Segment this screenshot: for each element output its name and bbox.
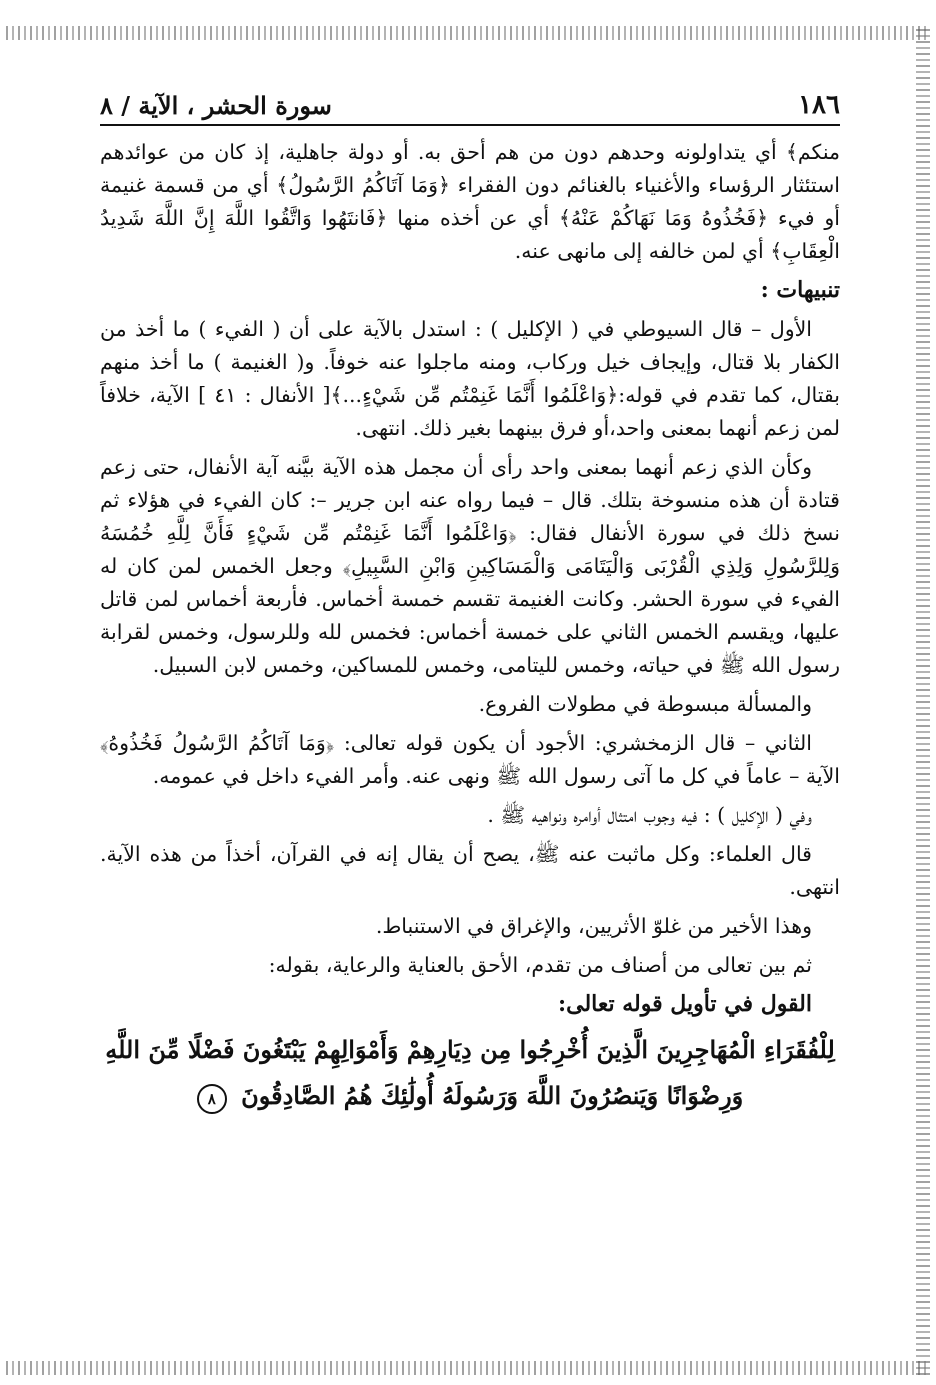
page-number: ١٨٦: [798, 90, 840, 120]
paragraph: ثم بين تعالى من أصناف من تقدم، الأحق بالعناية والرعاية، بقوله:: [268, 953, 812, 977]
running-title: سورة الحشر ، الآية / ٨: [100, 91, 332, 120]
verse-number-badge: ٨: [197, 1084, 227, 1114]
paragraph: والمسألة مبسوطة في مطولات الفروع.: [478, 692, 812, 716]
ornamental-border-right: [916, 26, 930, 1375]
section-heading: تنبيهات :: [760, 277, 840, 303]
paragraph: قال العلماء: وكل ماثبت عنه ﷺ، يصح أن يقال إنه في القرآن، أخذاً من هذه الآية. انتهى.: [100, 842, 840, 899]
verse-line: وَرِضْوَانًا وَيَنصُرُونَ اللَّهَ وَرَسُولَهُ أُولَٰئِكَ هُمُ الصَّادِقُونَ: [241, 1081, 744, 1110]
ornamental-border-top: [6, 26, 930, 40]
paragraph: وفي ( الإكليل ) : فيه وجوب امتثال أوامره ونواهيه ﷺ .: [487, 803, 812, 827]
page-header: [100, 80, 840, 126]
ornamental-border-bottom: [6, 1361, 930, 1375]
page-content: [100, 136, 840, 1021]
book-page: [100, 80, 840, 1119]
paragraph: الثاني – قال الزمخشري: الأجود أن يكون قوله تعالى: ﴿وَمَا آتَاكُمُ الرَّسُولُ فَخُذُوهُ﴾ الآية – عاماً في كل ما آتى رسول الله ﷺ ونهى عنه. وأمر الفيء داخل في عمومه.: [100, 731, 840, 788]
verse-line: لِلْفُقَرَاءِ الْمُهَاجِرِينَ الَّذِينَ أُخْرِجُوا مِن دِيَارِهِمْ وَأَمْوَالِهِمْ يَبْتَغُونَ فَضْلًا مِّنَ اللَّهِ: [105, 1035, 835, 1064]
verse-line-2: [100, 1073, 840, 1119]
paragraph: وكأن الذي زعم أنهما بمعنى واحد رأى أن مجمل هذه الآية بيَّنه آية الأنفال، حتى زعم قتادة أن هذه منسوخة بتلك. قال – فيما رواه عنه ابن جرير –: كان الفيء في هؤلاء ثم نسخ ذلك في سورة الأنفال فقال: ﴿وَاعْلَمُوا أَنَّمَا غَنِمْتُم مِّن شَيْءٍ فَأَنَّ لِلَّهِ خُمُسَهُ وَلِلرَّسُولِ وَلِذِي الْقُرْبَى وَالْيَتَامَى وَالْمَسَاكِينِ وَابْنِ السَّبِيلِ﴾ وجعل الخمس لمن كان له الفيء في سورة الحشر. وكانت الغنيمة تقسم خمسة أخماس. فأربعة أخماس لمن قاتل عليها، ويقسم الخمس الثاني على خمسة أخماس: فخمس لله وللرسول، وخمس لقرابة رسول الله ﷺ في حياته، وخمس لليتامى، وخمس للمساكين، وخمس لابن السبيل.: [100, 455, 840, 677]
quran-verse: [100, 1027, 840, 1119]
paragraph: الأول – قال السيوطي في ( الإكليل ) : استدل بالآية على أن ( الفيء ) ما أخذ من الكفار بلا قتال، وإيجاف خيل وركاب، ومنه ماجلوا عنه خوفاً. و( الغنيمة ) ما أخذ منهم بقتال، كما تقدم في قوله:﴿وَاعْلَمُوا أَنَّمَا غَنِمْتُم مِّن شَيْءٍ...﴾[ الأنفال : ٤١ ] الآية، خلافاً لمن زعم أنهما بمعنى واحد،أو فرق بينهما بغير ذلك. انتهى.: [100, 317, 840, 440]
paragraph: منكم﴾ أي يتداولونه وحدهم دون من هم أحق به. أو دولة جاهلية، إذ كان من عوائدهم استئثار الرؤساء والأغنياء بالغنائم دون الفقراء ﴿وَمَا آتَاكُمُ الرَّسُولُ﴾ أي من قسمة غنيمة أو فيء ﴿فَخُذُوهُ وَمَا نَهَاكُمْ عَنْهُ﴾ أي عن أخذه منها ﴿فَانتَهُوا وَاتَّقُوا اللَّهَ إِنَّ اللَّهَ شَدِيدُ الْعِقَابِ﴾ أي لمن خالفه إلى مانهى عنه.: [100, 140, 840, 263]
paragraph: وهذا الأخير من غلوّ الأثريين، والإغراق في الاستنباط.: [375, 914, 812, 938]
section-heading: القول في تأويل قوله تعالى:: [558, 991, 812, 1017]
